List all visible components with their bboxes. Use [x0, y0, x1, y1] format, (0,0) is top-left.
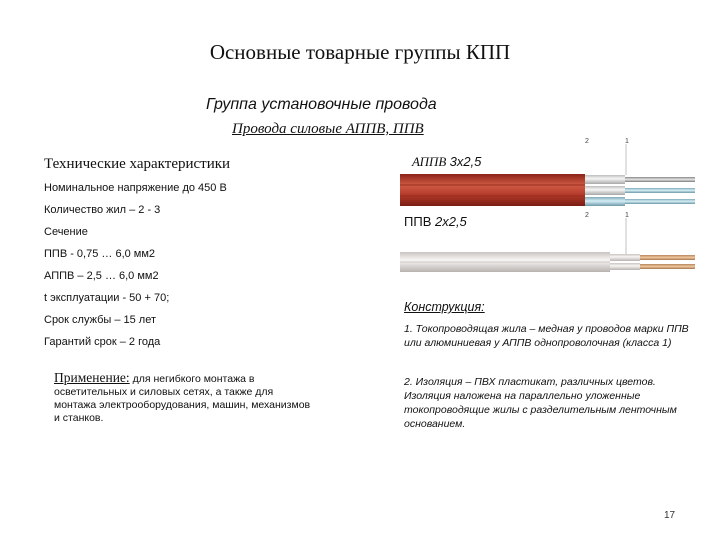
ppv-core-2 — [640, 264, 695, 269]
spec-section: Сечение — [44, 226, 88, 238]
wire-name-ppv: ППВ — [404, 214, 432, 229]
appv-sheath — [400, 174, 585, 206]
wire2-marker-right: 1 — [625, 212, 629, 219]
tech-heading: Технические характеристики — [44, 156, 231, 172]
spec-warranty: Гарантий срок – 2 года — [44, 336, 161, 348]
appv-insulation-3 — [585, 197, 625, 206]
spec-appv-section: АППВ – 2,5 … 6,0 мм2 — [44, 270, 159, 282]
construction-item-1: 1. Токопроводящая жила – медная у проводов марки ППВ или алюминиевая у АППВ однопроволочная (класса 1) — [404, 323, 689, 349]
page-number: 17 — [664, 510, 676, 521]
appv-core-1 — [625, 177, 695, 182]
appv-insulation-1 — [585, 175, 625, 184]
appv-core-3 — [625, 199, 695, 204]
application-text: для негибкого монтажа в осветительных и силовых сетях, а также для монтажа электрооборудования, машин, механизмов и станков. — [54, 373, 311, 424]
construction-item-2: 2. Изоляция – ПВХ пластикат, различных цветов. Изоляция наложена на параллельно уложенные токопроводящие жилы с разделительным ленточным основанием. — [404, 376, 677, 430]
spec-voltage: Номинальное напряжение до 450 В — [44, 182, 227, 194]
slide-title: Основные товарные группы КПП — [209, 40, 511, 64]
construction-heading: Конструкция: — [404, 300, 485, 314]
ppv-insulation-1 — [610, 254, 640, 261]
appv-core-2 — [625, 188, 695, 193]
wire1-marker-right: 1 — [625, 138, 629, 145]
wire1-marker-left: 2 — [585, 138, 589, 145]
spec-ppv-section: ППВ - 0,75 … 6,0 мм2 — [44, 248, 156, 260]
subtitle: Провода силовые АППВ, ППВ — [232, 121, 424, 137]
group-title: Группа установочные провода — [206, 96, 437, 113]
application-block — [54, 371, 316, 425]
wire-dims-appv: 3х2,5 — [449, 154, 482, 169]
spec-cores: Количество жил – 2 - 3 — [44, 204, 161, 216]
ppv-core-1 — [640, 255, 695, 260]
wire-image-ppv — [400, 214, 700, 284]
ppv-insulation-2 — [610, 263, 640, 270]
application-label: Применение: — [54, 370, 130, 385]
appv-insulation-2 — [585, 186, 625, 195]
wire-image-appv — [400, 140, 700, 210]
spec-temperature: t эксплуатации - 50 + 70; — [44, 292, 170, 304]
wire2-marker-left: 2 — [585, 212, 589, 219]
wire-name-appv: АППВ — [412, 154, 447, 169]
wire-dims-ppv: 2х2,5 — [434, 214, 467, 229]
spec-service-life: Срок службы – 15 лет — [44, 314, 157, 326]
